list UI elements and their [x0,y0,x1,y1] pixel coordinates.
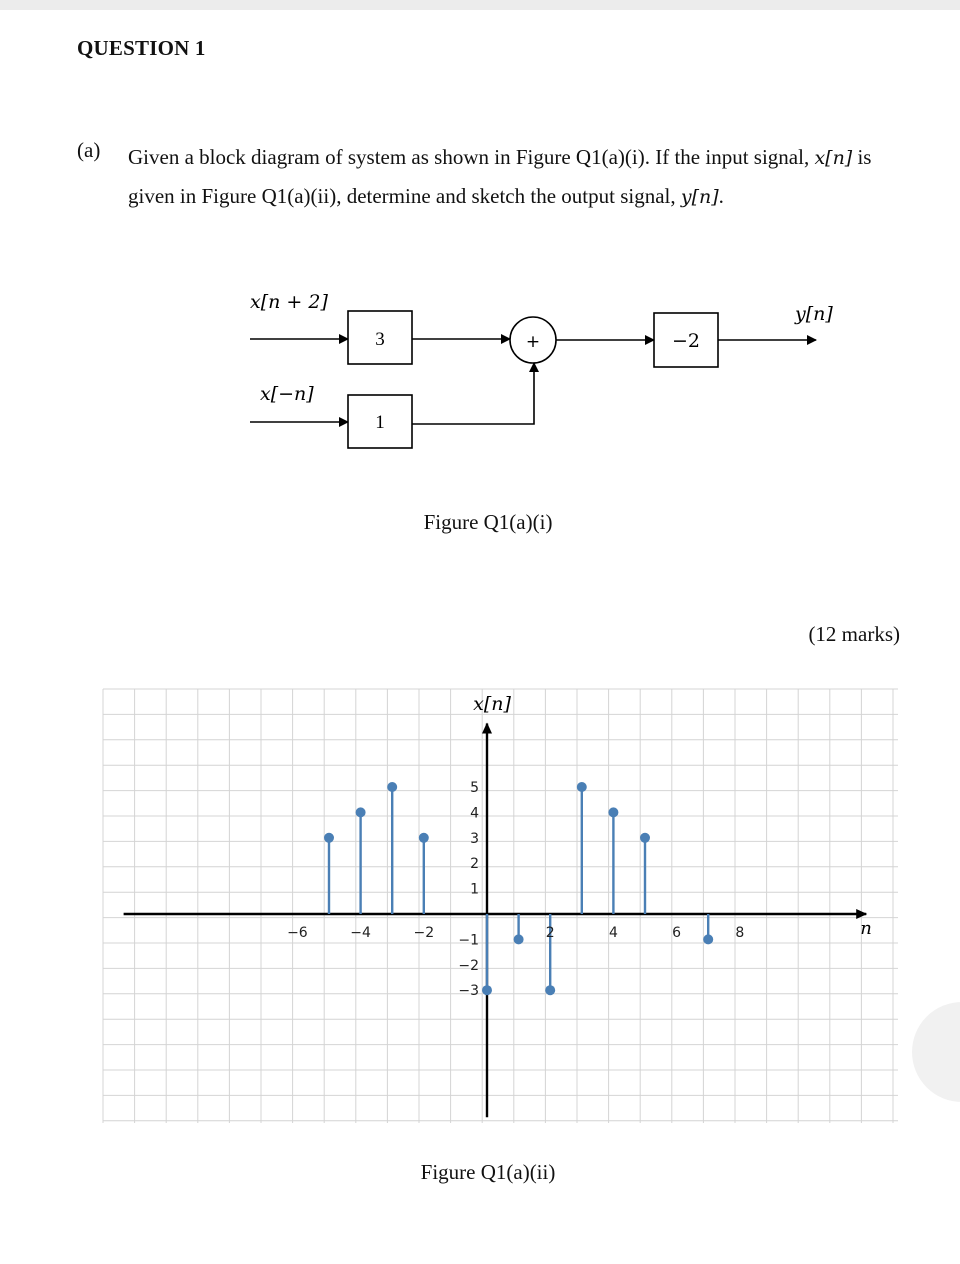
stem-point [387,782,397,792]
part-label: (a) [77,138,101,162]
chart-stems [324,782,713,995]
gain-top-label: 3 [375,329,385,350]
output-signal-symbol: y[n] [680,186,719,208]
stem-point [419,833,429,843]
stem-point [608,807,618,817]
chart-axes [124,724,867,1118]
y-tick-label: 2 [470,856,479,873]
x-tick-label: 4 [608,925,618,941]
adder-symbol: + [525,332,541,352]
stem-point [514,934,524,944]
stem-point [703,934,713,944]
question-title: QUESTION 1 [77,36,206,60]
chart-title: x[n] [473,693,511,715]
y-tick-label: 1 [470,881,479,898]
stem-point [324,833,334,843]
input-signal-symbol: x[n] [814,147,853,169]
x-tick-label: −4 [350,925,371,941]
x-tick-label: −6 [287,925,308,941]
question-text-2: is given in Figure Q1(a)(ii), determine and sketch the output signal, [128,145,872,208]
x-tick-label: 6 [672,925,682,941]
stem-point [545,985,555,995]
y-tick-label: −3 [458,983,479,1000]
stem-point [482,985,492,995]
stem-point [356,807,366,817]
chart-grid [103,689,898,1123]
question-text-1: Given a block diagram of system as shown in Figure Q1(a)(i). If the input signal, [128,145,815,169]
y-tick-label: −1 [458,932,479,949]
stem-point [577,782,587,792]
y-tick-label: −2 [458,957,479,974]
stem-point [640,833,650,843]
x-tick-label: 8 [735,925,745,941]
y-tick-label: 4 [470,805,479,822]
figure-caption-diagram: Figure Q1(a)(i) [423,510,553,534]
input-top-label: x[n + 2] [250,291,328,313]
input-bottom-label: x[−n] [260,383,314,405]
x-tick-label: −2 [413,925,435,941]
marks-label: (12 marks) [808,622,900,646]
output-label: y[n] [795,303,833,325]
y-tick-label: 5 [470,780,479,796]
gain-bottom-label: 1 [375,412,385,433]
gain-out-label: −2 [671,330,701,352]
y-tick-label: 3 [470,830,479,847]
question-text-3: . [718,184,724,208]
figure-caption-signal: Figure Q1(a)(ii) [420,1160,556,1184]
x-axis-label: n [860,918,872,939]
x-tick-label: 2 [545,925,555,941]
